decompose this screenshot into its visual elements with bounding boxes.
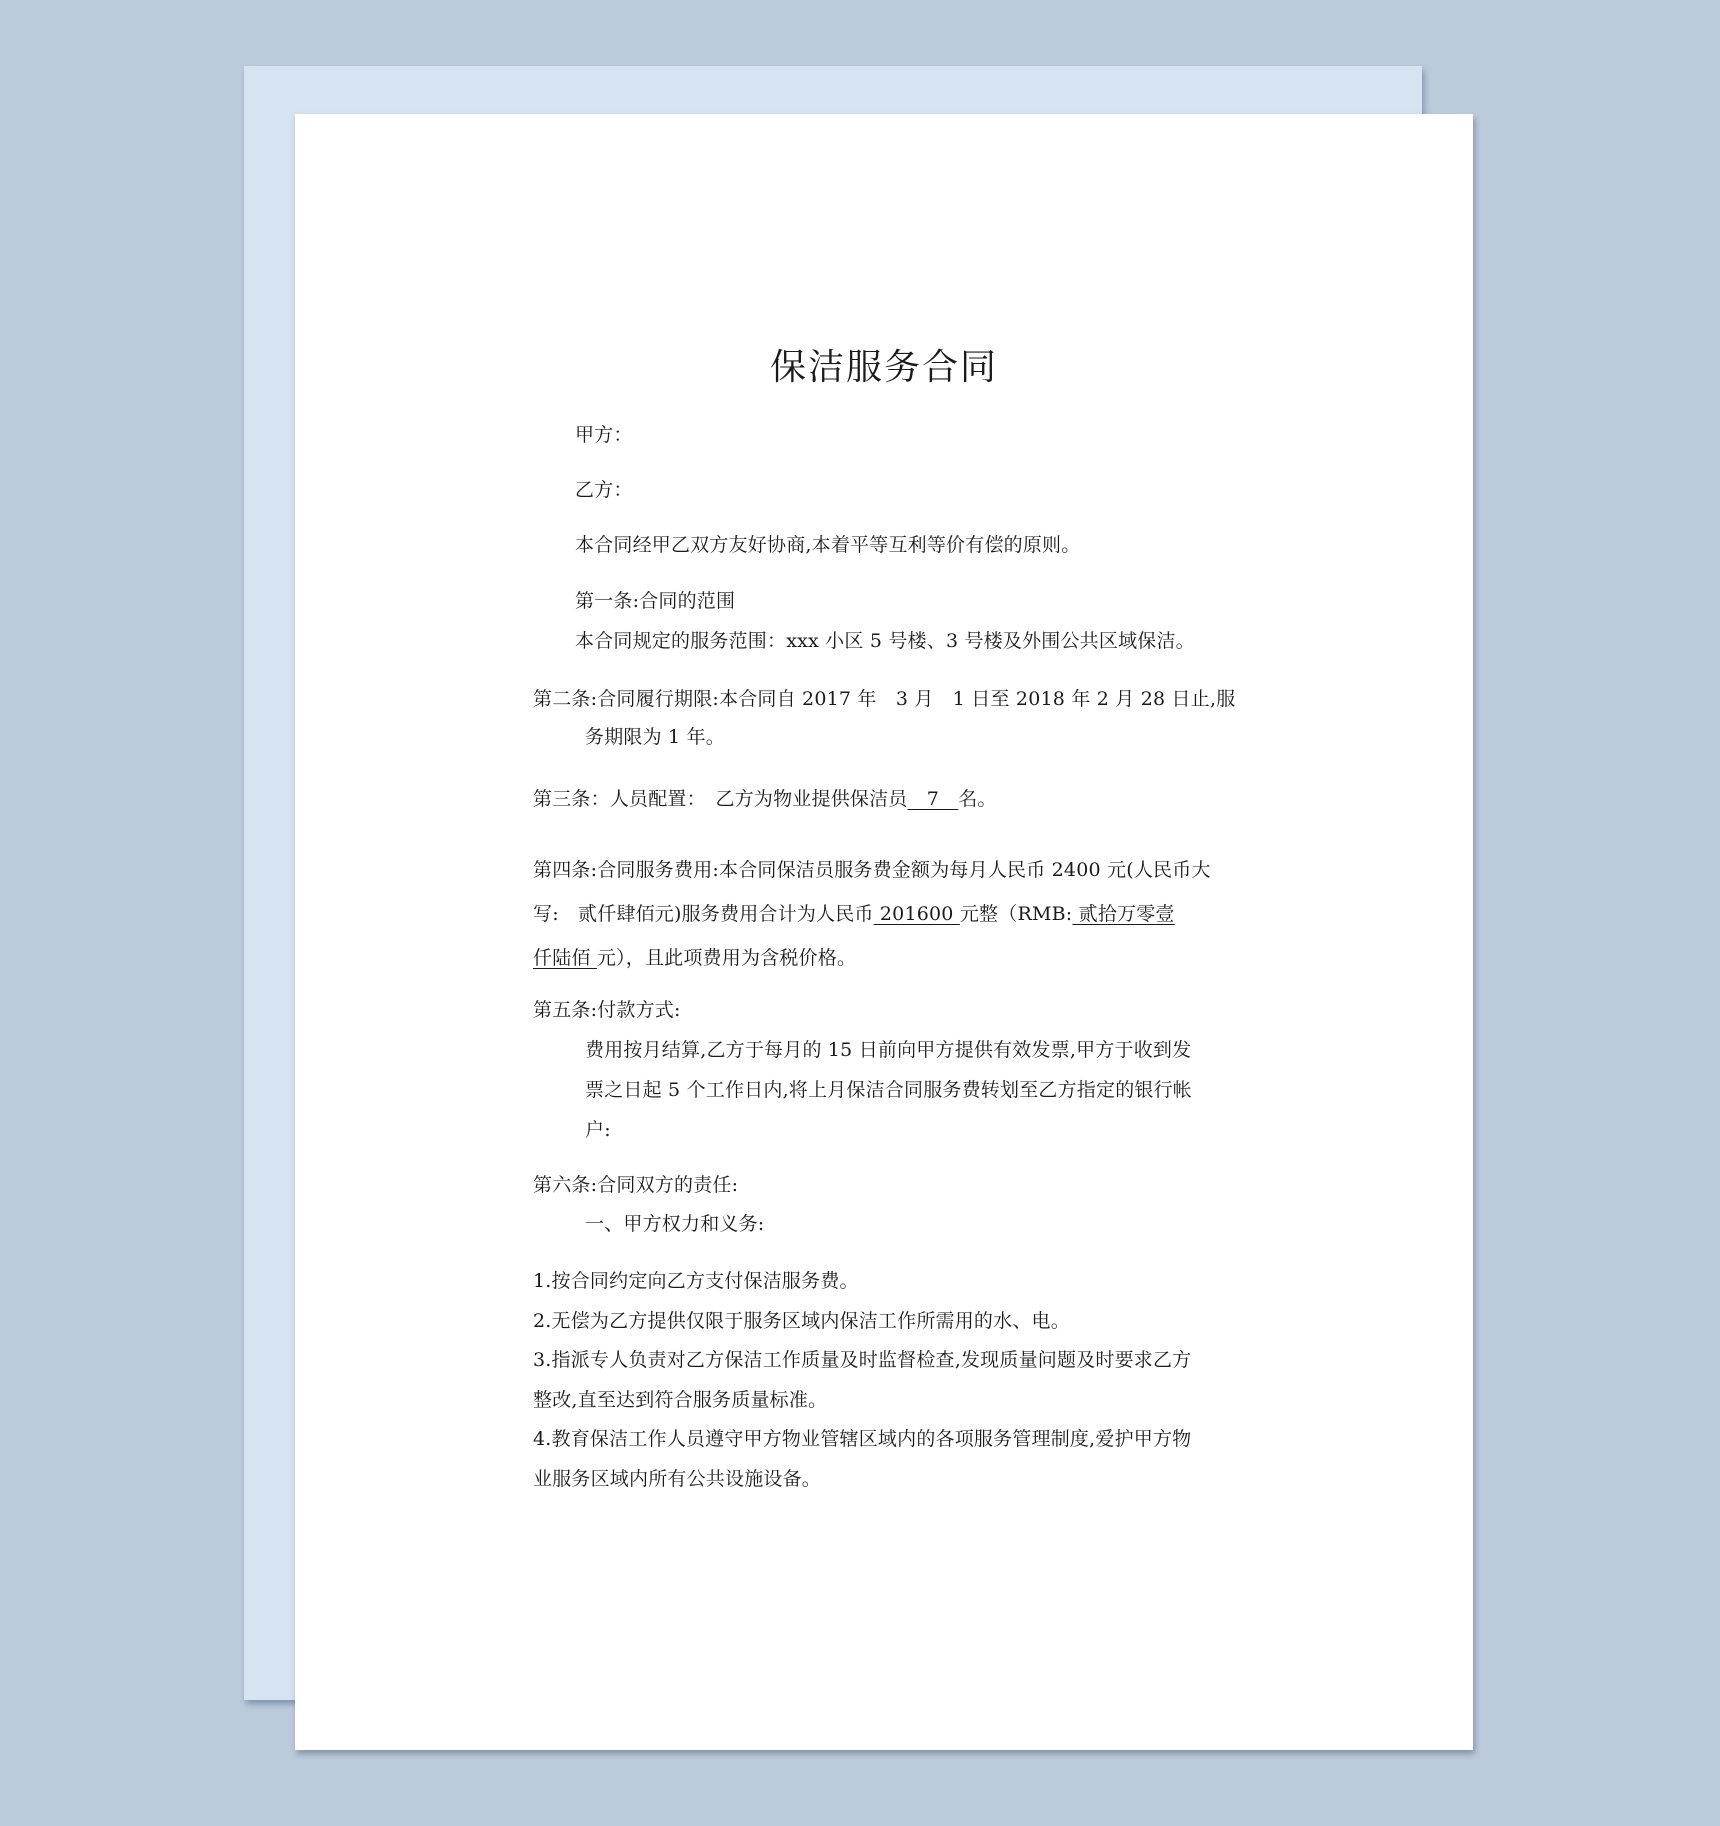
article-4-line-1: 第四条:合同服务费用:本合同保洁员服务费金额为每月人民币 2400 元(人民币大 <box>533 859 1211 881</box>
article-6-subheading: 一、甲方权力和义务: <box>585 1213 765 1235</box>
article-3-line <box>533 790 997 809</box>
document-title: 保洁服务合同 <box>769 347 998 388</box>
front-page <box>295 114 1473 1750</box>
article-4-line-2 <box>533 905 1175 924</box>
contract-document <box>295 114 1473 1750</box>
intro-paragraph: 本合同经甲乙双方友好协商,本着平等互利等价有偿的原则。 <box>575 534 1081 556</box>
duty-item-2: 2.无偿为乙方提供仅限于服务区域内保洁工作所需用的水、电。 <box>533 1310 1070 1332</box>
article-6-heading: 第六条:合同双方的责任: <box>533 1174 739 1196</box>
duty-item-3-line-2: 整改,直至达到符合服务质量标准。 <box>533 1389 828 1411</box>
article-5-line-1: 费用按月结算,乙方于每月的 15 日前向甲方提供有效发票,甲方于收到发 <box>585 1039 1192 1061</box>
article-3-suffix: 名。 <box>958 788 997 810</box>
total-fee-words-part-1: 贰拾万零壹 <box>1072 903 1175 925</box>
duty-item-1: 1.按合同约定向乙方支付保洁服务费。 <box>533 1270 859 1292</box>
total-fee-amount: 201600 <box>873 903 960 925</box>
total-fee-words-part-2: 仟陆佰 <box>533 947 597 969</box>
article-1-heading: 第一条:合同的范围 <box>575 590 736 612</box>
article-5-line-3: 户: <box>585 1119 611 1141</box>
article-4-line-2-mid: 元整（RMB: <box>959 903 1073 925</box>
article-2-line-1: 第二条:合同履行期限:本合同自 2017 年 3 月 1 日至 2018 年 2 月 28 日止,服 <box>533 688 1236 710</box>
article-4-line-3-suffix: 元），且此项费用为含税价格。 <box>596 947 857 969</box>
duty-item-4-line-1: 4.教育保洁工作人员遵守甲方物业管辖区域内的各项服务管理制度,爱护甲方物 <box>533 1428 1192 1450</box>
duty-item-4-line-2: 业服务区域内所有公共设施设备。 <box>533 1468 822 1490</box>
article-4-line-3 <box>533 949 856 968</box>
article-2-line-2: 务期限为 1 年。 <box>585 726 725 748</box>
article-3-prefix: 第三条：人员配置： 乙方为物业提供保洁员 <box>533 788 908 810</box>
article-5-heading: 第五条:付款方式: <box>533 999 681 1021</box>
party-b-line: 乙方： <box>575 479 633 501</box>
party-a-line: 甲方： <box>575 424 633 446</box>
article-1-body: 本合同规定的服务范围：xxx 小区 5 号楼、3 号楼及外围公共区域保洁。 <box>575 630 1195 652</box>
article-4-line-2-prefix: 写: 贰仟肆佰元)服务费用合计为人民币 <box>533 903 874 925</box>
cleaner-count: 7 <box>907 788 959 810</box>
duty-item-3-line-1: 3.指派专人负责对乙方保洁工作质量及时监督检查,发现质量问题及时要求乙方 <box>533 1349 1192 1371</box>
article-5-line-2: 票之日起 5 个工作日内,将上月保洁合同服务费转划至乙方指定的银行帐 <box>585 1079 1193 1101</box>
